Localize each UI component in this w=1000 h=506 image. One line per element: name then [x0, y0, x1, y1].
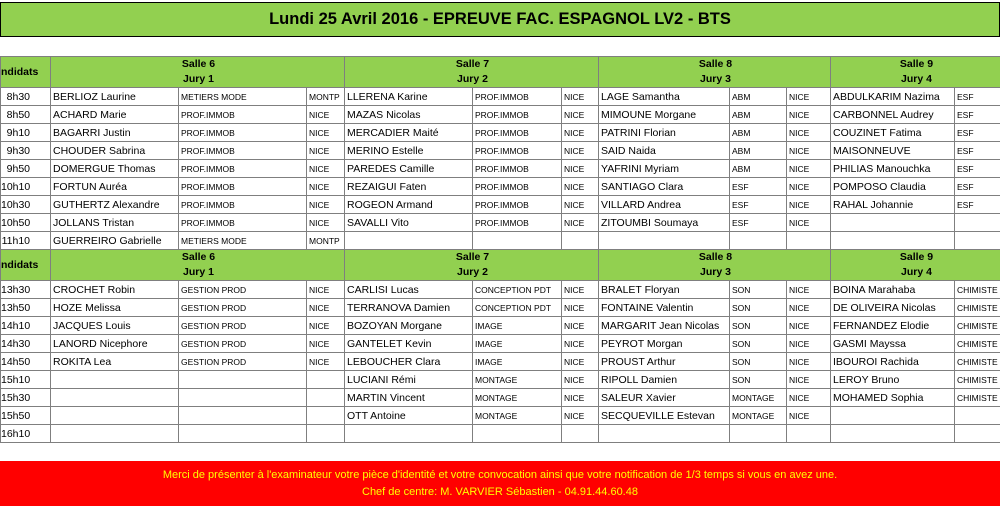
candidate-name	[345, 425, 473, 443]
campus: NICE	[562, 124, 599, 142]
campus: NICE	[307, 142, 345, 160]
campus: NICE	[562, 88, 599, 106]
candidate-name	[51, 407, 179, 425]
campus: NICE	[307, 124, 345, 142]
candidate-name: IBOUROI Rachida	[831, 353, 955, 371]
salle-label: Salle 8	[599, 57, 831, 73]
program: GESTION PROD	[179, 353, 307, 371]
jury-label: Jury 2	[345, 265, 599, 281]
candidate-name: TERRANOVA Damien	[345, 299, 473, 317]
salle-header-row	[1, 57, 1000, 73]
program	[730, 425, 787, 443]
jury-label: Jury 1	[51, 265, 345, 281]
program: PROF.IMMOB	[473, 106, 562, 124]
candidate-name	[599, 232, 730, 250]
candidate-name: GASMI Mayssa	[831, 335, 955, 353]
table-row	[1, 124, 1000, 142]
program	[730, 232, 787, 250]
table-row	[1, 214, 1000, 232]
jury-label: Jury 4	[831, 72, 1000, 88]
campus: NICE	[787, 124, 831, 142]
campus: NICE	[307, 335, 345, 353]
candidate-name: RAHAL Johannie	[831, 196, 955, 214]
table-row	[1, 281, 1000, 299]
candidate-name: RIPOLL Damien	[599, 371, 730, 389]
candidate-name: LEROY Bruno	[831, 371, 955, 389]
campus: NICE	[307, 196, 345, 214]
program	[473, 232, 562, 250]
candidate-name	[51, 389, 179, 407]
time-slot: 15h10	[1, 371, 51, 389]
campus: NICE	[562, 335, 599, 353]
candidate-name: POMPOSO Claudia	[831, 178, 955, 196]
program	[955, 407, 1000, 425]
candidate-name: SANTIAGO Clara	[599, 178, 730, 196]
table-row	[1, 178, 1000, 196]
program: GESTION PROD	[179, 281, 307, 299]
table-row	[1, 142, 1000, 160]
program: ESF	[730, 196, 787, 214]
time-slot: 16h10	[1, 425, 51, 443]
candidate-name: BOZOYAN Morgane	[345, 317, 473, 335]
campus: NICE	[562, 142, 599, 160]
program	[179, 371, 307, 389]
time-slot: 14h10	[1, 317, 51, 335]
candidate-name: OTT Antoine	[345, 407, 473, 425]
campus	[562, 232, 599, 250]
program: GESTION PROD	[179, 335, 307, 353]
program: CONCEPTION PDT	[473, 299, 562, 317]
candidate-name: PROUST Arthur	[599, 353, 730, 371]
jury-label: Jury 4	[831, 265, 1000, 281]
time-slot: 10h50	[1, 214, 51, 232]
program: GESTION PROD	[179, 299, 307, 317]
candidate-name: LEBOUCHER Clara	[345, 353, 473, 371]
candidate-name: COUZINET Fatima	[831, 124, 955, 142]
program: PROF.IMMOB	[473, 124, 562, 142]
candidate-name: MAISONNEUVE	[831, 142, 955, 160]
table-row	[1, 335, 1000, 353]
program: METIERS MODE	[179, 232, 307, 250]
candidate-name: ZITOUMBI Soumaya	[599, 214, 730, 232]
candidate-name	[831, 407, 955, 425]
program: PROF.IMMOB	[473, 214, 562, 232]
candidate-name: BOINA Marahaba	[831, 281, 955, 299]
table-row	[1, 407, 1000, 425]
candidate-name: MOHAMED Sophia	[831, 389, 955, 407]
program: SON	[730, 335, 787, 353]
candidate-name: MARGARIT Jean Nicolas	[599, 317, 730, 335]
candidate-name: FERNANDEZ Elodie	[831, 317, 955, 335]
program: CONCEPTION PDT	[473, 281, 562, 299]
table-row	[1, 299, 1000, 317]
table-row	[1, 371, 1000, 389]
candidate-name: GANTELET Kevin	[345, 335, 473, 353]
program: PROF.IMMOB	[179, 142, 307, 160]
time-slot: 10h30	[1, 196, 51, 214]
candidate-name: LUCIANI Rémi	[345, 371, 473, 389]
campus: NICE	[562, 214, 599, 232]
time-slot: 15h50	[1, 407, 51, 425]
campus: NICE	[307, 106, 345, 124]
campus: NICE	[562, 106, 599, 124]
program	[955, 425, 1000, 443]
campus	[562, 425, 599, 443]
candidate-name	[345, 232, 473, 250]
program: CHIMISTE	[955, 371, 1000, 389]
program: CHIMISTE	[955, 281, 1000, 299]
candidate-name: BAGARRI Justin	[51, 124, 179, 142]
candidate-name: JOLLANS Tristan	[51, 214, 179, 232]
candidate-name	[599, 425, 730, 443]
salle-header-row	[1, 250, 1000, 266]
program: ABM	[730, 124, 787, 142]
candidate-name: PEYROT Morgan	[599, 335, 730, 353]
program: ABM	[730, 160, 787, 178]
program: PROF.IMMOB	[179, 214, 307, 232]
candidate-name: CARLISI Lucas	[345, 281, 473, 299]
salle-label: Salle 9	[831, 57, 1000, 73]
program	[179, 407, 307, 425]
jury-label: Jury 1	[51, 72, 345, 88]
candidate-name	[831, 425, 955, 443]
program: CHIMISTE	[955, 299, 1000, 317]
program: PROF.IMMOB	[473, 160, 562, 178]
table-row	[1, 317, 1000, 335]
campus	[787, 232, 831, 250]
program: GESTION PROD	[179, 317, 307, 335]
campus: NICE	[787, 317, 831, 335]
program: SON	[730, 317, 787, 335]
program: MONTAGE	[730, 407, 787, 425]
candidate-name: LLERENA Karine	[345, 88, 473, 106]
table-row	[1, 425, 1000, 443]
campus	[307, 407, 345, 425]
program	[179, 389, 307, 407]
campus: NICE	[787, 371, 831, 389]
candidate-name: DOMERGUE Thomas	[51, 160, 179, 178]
candidate-name: GUERREIRO Gabrielle	[51, 232, 179, 250]
program: PROF.IMMOB	[473, 178, 562, 196]
time-slot: 8h30	[1, 88, 51, 106]
campus: NICE	[787, 160, 831, 178]
candidate-name: ROKITA Lea	[51, 353, 179, 371]
campus: NICE	[562, 371, 599, 389]
table-row	[1, 106, 1000, 124]
program: CHIMISTE	[955, 335, 1000, 353]
program: PROF.IMMOB	[179, 196, 307, 214]
campus: NICE	[787, 353, 831, 371]
campus: NICE	[562, 389, 599, 407]
time-slot: 9h50	[1, 160, 51, 178]
candidate-name: MERINO Estelle	[345, 142, 473, 160]
candidats-header: ndidats	[1, 57, 51, 88]
program: PROF.IMMOB	[179, 160, 307, 178]
salle-label: Salle 7	[345, 250, 599, 266]
campus	[307, 425, 345, 443]
program: SON	[730, 371, 787, 389]
candidate-name: CARBONNEL Audrey	[831, 106, 955, 124]
program: MONTAGE	[473, 407, 562, 425]
candidate-name: MERCADIER Maité	[345, 124, 473, 142]
program: IMAGE	[473, 353, 562, 371]
jury-label: Jury 3	[599, 265, 831, 281]
campus: NICE	[307, 353, 345, 371]
candidate-name: FORTUN Auréa	[51, 178, 179, 196]
salle-label: Salle 8	[599, 250, 831, 266]
program: PROF.IMMOB	[473, 196, 562, 214]
candidate-name: MAZAS Nicolas	[345, 106, 473, 124]
campus: NICE	[562, 281, 599, 299]
program: ESF	[730, 178, 787, 196]
campus: NICE	[307, 317, 345, 335]
candidate-name: HOZE Melissa	[51, 299, 179, 317]
program: METIERS MODE	[179, 88, 307, 106]
campus: NICE	[787, 281, 831, 299]
candidate-name: DE OLIVEIRA Nicolas	[831, 299, 955, 317]
program: MONTAGE	[473, 371, 562, 389]
program	[955, 232, 1000, 250]
program: ABM	[730, 106, 787, 124]
campus: MONTP	[307, 88, 345, 106]
candidate-name: FONTAINE Valentin	[599, 299, 730, 317]
campus: NICE	[562, 317, 599, 335]
program	[955, 214, 1000, 232]
program: CHIMISTE	[955, 389, 1000, 407]
candidate-name: LAGE Samantha	[599, 88, 730, 106]
candidate-name	[831, 214, 955, 232]
program: ESF	[730, 214, 787, 232]
program: IMAGE	[473, 317, 562, 335]
candidate-name: MARTIN Vincent	[345, 389, 473, 407]
program: CHIMISTE	[955, 353, 1000, 371]
candidate-name: PATRINI Florian	[599, 124, 730, 142]
candidate-name	[51, 425, 179, 443]
salle-label: Salle 6	[51, 250, 345, 266]
candidate-name: LANORD Nicephore	[51, 335, 179, 353]
candidate-name: ROGEON Armand	[345, 196, 473, 214]
time-slot: 9h10	[1, 124, 51, 142]
campus: NICE	[562, 407, 599, 425]
program: PROF.IMMOB	[473, 142, 562, 160]
campus: NICE	[307, 214, 345, 232]
time-slot: 8h50	[1, 106, 51, 124]
candidate-name: VILLARD Andrea	[599, 196, 730, 214]
program: PROF.IMMOB	[179, 124, 307, 142]
footer-notice	[0, 461, 1000, 506]
page-title: Lundi 25 Avril 2016 - EPREUVE FAC. ESPAGNOL LV2 - BTS	[0, 2, 1000, 37]
program: SON	[730, 281, 787, 299]
candidate-name: BRALET Floryan	[599, 281, 730, 299]
candidate-name	[51, 371, 179, 389]
program: ABM	[730, 142, 787, 160]
campus: NICE	[787, 178, 831, 196]
candidate-name: ACHARD Marie	[51, 106, 179, 124]
program: MONTAGE	[473, 389, 562, 407]
time-slot: 14h50	[1, 353, 51, 371]
candidate-name: CROCHET Robin	[51, 281, 179, 299]
schedule-table	[0, 56, 1000, 443]
campus: NICE	[787, 389, 831, 407]
program: PROF.IMMOB	[179, 178, 307, 196]
program: PROF.IMMOB	[473, 88, 562, 106]
table-row	[1, 232, 1000, 250]
program	[179, 425, 307, 443]
jury-header-row	[1, 265, 1000, 281]
candidate-name: SECQUEVILLE Estevan	[599, 407, 730, 425]
salle-label: Salle 6	[51, 57, 345, 73]
campus: NICE	[562, 353, 599, 371]
time-slot: 11h10	[1, 232, 51, 250]
salle-label: Salle 7	[345, 57, 599, 73]
candidate-name: CHOUDER Sabrina	[51, 142, 179, 160]
jury-label: Jury 2	[345, 72, 599, 88]
campus: NICE	[307, 281, 345, 299]
campus: NICE	[307, 160, 345, 178]
program: ESF	[955, 88, 1000, 106]
table-row	[1, 88, 1000, 106]
candidate-name: SAID Naida	[599, 142, 730, 160]
campus: MONTP	[307, 232, 345, 250]
candidate-name: MIMOUNE Morgane	[599, 106, 730, 124]
program: SON	[730, 299, 787, 317]
time-slot: 10h10	[1, 178, 51, 196]
candidate-name: JACQUES Louis	[51, 317, 179, 335]
program	[473, 425, 562, 443]
campus: NICE	[562, 160, 599, 178]
campus: NICE	[787, 142, 831, 160]
table-row	[1, 160, 1000, 178]
candidats-header: ndidats	[1, 250, 51, 281]
campus: NICE	[562, 299, 599, 317]
campus: NICE	[562, 196, 599, 214]
footer-contact: Chef de centre: M. VARVIER Sébastien - 04.91.44.60.48	[362, 485, 638, 498]
candidate-name: YAFRINI Myriam	[599, 160, 730, 178]
candidate-name: PHILIAS Manouchka	[831, 160, 955, 178]
campus	[307, 389, 345, 407]
program: IMAGE	[473, 335, 562, 353]
program: ESF	[955, 196, 1000, 214]
campus	[307, 371, 345, 389]
candidate-name: SAVALLI Vito	[345, 214, 473, 232]
campus: NICE	[787, 196, 831, 214]
time-slot: 13h50	[1, 299, 51, 317]
candidate-name: BERLIOZ Laurine	[51, 88, 179, 106]
candidate-name: SALEUR Xavier	[599, 389, 730, 407]
time-slot: 9h30	[1, 142, 51, 160]
time-slot: 15h30	[1, 389, 51, 407]
jury-header-row	[1, 72, 1000, 88]
time-slot: 13h30	[1, 281, 51, 299]
time-slot: 14h30	[1, 335, 51, 353]
campus: NICE	[787, 299, 831, 317]
campus: NICE	[307, 299, 345, 317]
program: ESF	[955, 124, 1000, 142]
campus: NICE	[787, 88, 831, 106]
program: ESF	[955, 106, 1000, 124]
salle-label: Salle 9	[831, 250, 1000, 266]
campus: NICE	[787, 106, 831, 124]
campus: NICE	[562, 178, 599, 196]
program: ABM	[730, 88, 787, 106]
campus	[787, 425, 831, 443]
table-row	[1, 196, 1000, 214]
program: ESF	[955, 142, 1000, 160]
table-row	[1, 389, 1000, 407]
campus: NICE	[787, 335, 831, 353]
candidate-name: ABDULKARIM Nazima	[831, 88, 955, 106]
program: ESF	[955, 160, 1000, 178]
campus: NICE	[787, 407, 831, 425]
jury-label: Jury 3	[599, 72, 831, 88]
program: SON	[730, 353, 787, 371]
candidate-name	[831, 232, 955, 250]
footer-instructions: Merci de présenter à l'examinateur votre pièce d'identité et votre convocation ainsi que votre notification de 1/3 temps si vous en avez une.	[162, 468, 838, 481]
candidate-name: REZAIGUI Faten	[345, 178, 473, 196]
campus: NICE	[307, 178, 345, 196]
campus: NICE	[787, 214, 831, 232]
program: CHIMISTE	[955, 317, 1000, 335]
program: MONTAGE	[730, 389, 787, 407]
candidate-name: PAREDES Camille	[345, 160, 473, 178]
table-row	[1, 353, 1000, 371]
candidate-name: GUTHERTZ Alexandre	[51, 196, 179, 214]
program: PROF.IMMOB	[179, 106, 307, 124]
program: ESF	[955, 178, 1000, 196]
